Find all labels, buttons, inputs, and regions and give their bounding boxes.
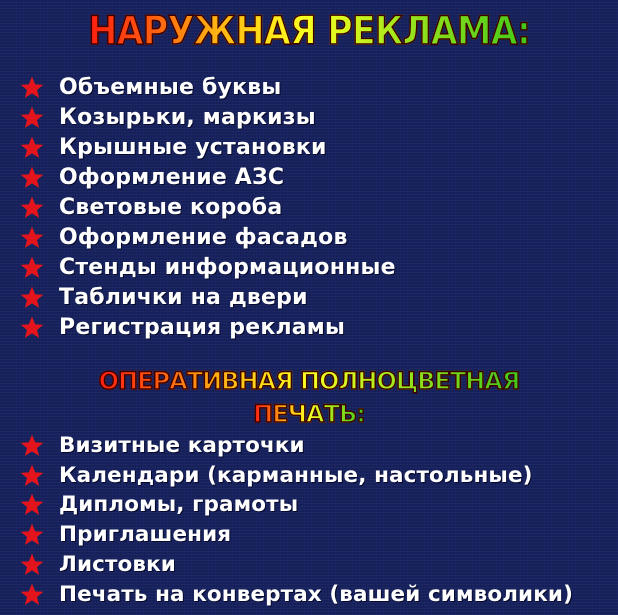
list-item-label: Печать на конвертах (вашей символики) <box>59 581 574 607</box>
list-item <box>0 193 618 223</box>
star-icon <box>18 462 46 490</box>
printing-heading-line-2-text: ПЕЧАТЬ: <box>253 400 365 428</box>
list-item <box>0 73 618 103</box>
outdoor-advertising-heading <box>0 9 618 54</box>
star-icon <box>18 104 46 132</box>
list-item <box>0 103 618 133</box>
star-icon <box>18 314 46 342</box>
list-item-label: Календари (карманные, настольные) <box>59 462 533 488</box>
star-icon <box>18 224 46 252</box>
outdoor-services-list <box>0 73 618 343</box>
list-item-label: Объемные буквы <box>59 75 282 100</box>
list-item <box>0 550 618 580</box>
printing-heading-line-2 <box>0 402 618 426</box>
list-item-label: Визитные карточки <box>59 432 305 458</box>
list-item <box>0 163 618 193</box>
list-item <box>0 283 618 313</box>
star-icon <box>18 581 46 609</box>
list-item <box>0 133 618 163</box>
star-icon <box>18 521 46 549</box>
star-icon <box>18 74 46 102</box>
star-icon <box>18 491 46 519</box>
list-item-label: Световые короба <box>59 195 283 220</box>
list-item <box>0 431 618 461</box>
list-item-label: Оформление АЗС <box>59 165 285 190</box>
star-icon <box>18 164 46 192</box>
list-item-label: Оформление фасадов <box>59 225 348 250</box>
list-item <box>0 253 618 283</box>
list-item-label: Стенды информационные <box>59 255 396 280</box>
star-icon <box>18 551 46 579</box>
list-item-label: Дипломы, грамоты <box>59 492 299 518</box>
star-icon <box>18 134 46 162</box>
star-icon <box>18 432 46 460</box>
list-item <box>0 461 618 491</box>
list-item-label: Крышные установки <box>59 135 327 160</box>
list-item <box>0 223 618 253</box>
list-item <box>0 491 618 521</box>
list-item <box>0 520 618 550</box>
printing-services-list <box>0 431 618 610</box>
list-item-label: Козырьки, маркизы <box>59 105 316 130</box>
printing-heading-line-1-text: ОПЕРАТИВНАЯ ПОЛНОЦВЕТНАЯ <box>98 367 520 395</box>
star-icon <box>18 284 46 312</box>
list-item-label: Листовки <box>59 552 176 578</box>
printing-heading-line-1 <box>0 369 618 393</box>
star-icon <box>18 194 46 222</box>
list-item-label: Таблички на двери <box>59 285 308 310</box>
list-item-label: Приглашения <box>59 522 232 548</box>
list-item <box>0 313 618 343</box>
star-icon <box>18 254 46 282</box>
list-item-label: Регистрация рекламы <box>59 315 346 340</box>
outdoor-advertising-heading-text: НАРУЖНАЯ РЕКЛАМА: <box>88 9 530 54</box>
list-item <box>0 580 618 610</box>
